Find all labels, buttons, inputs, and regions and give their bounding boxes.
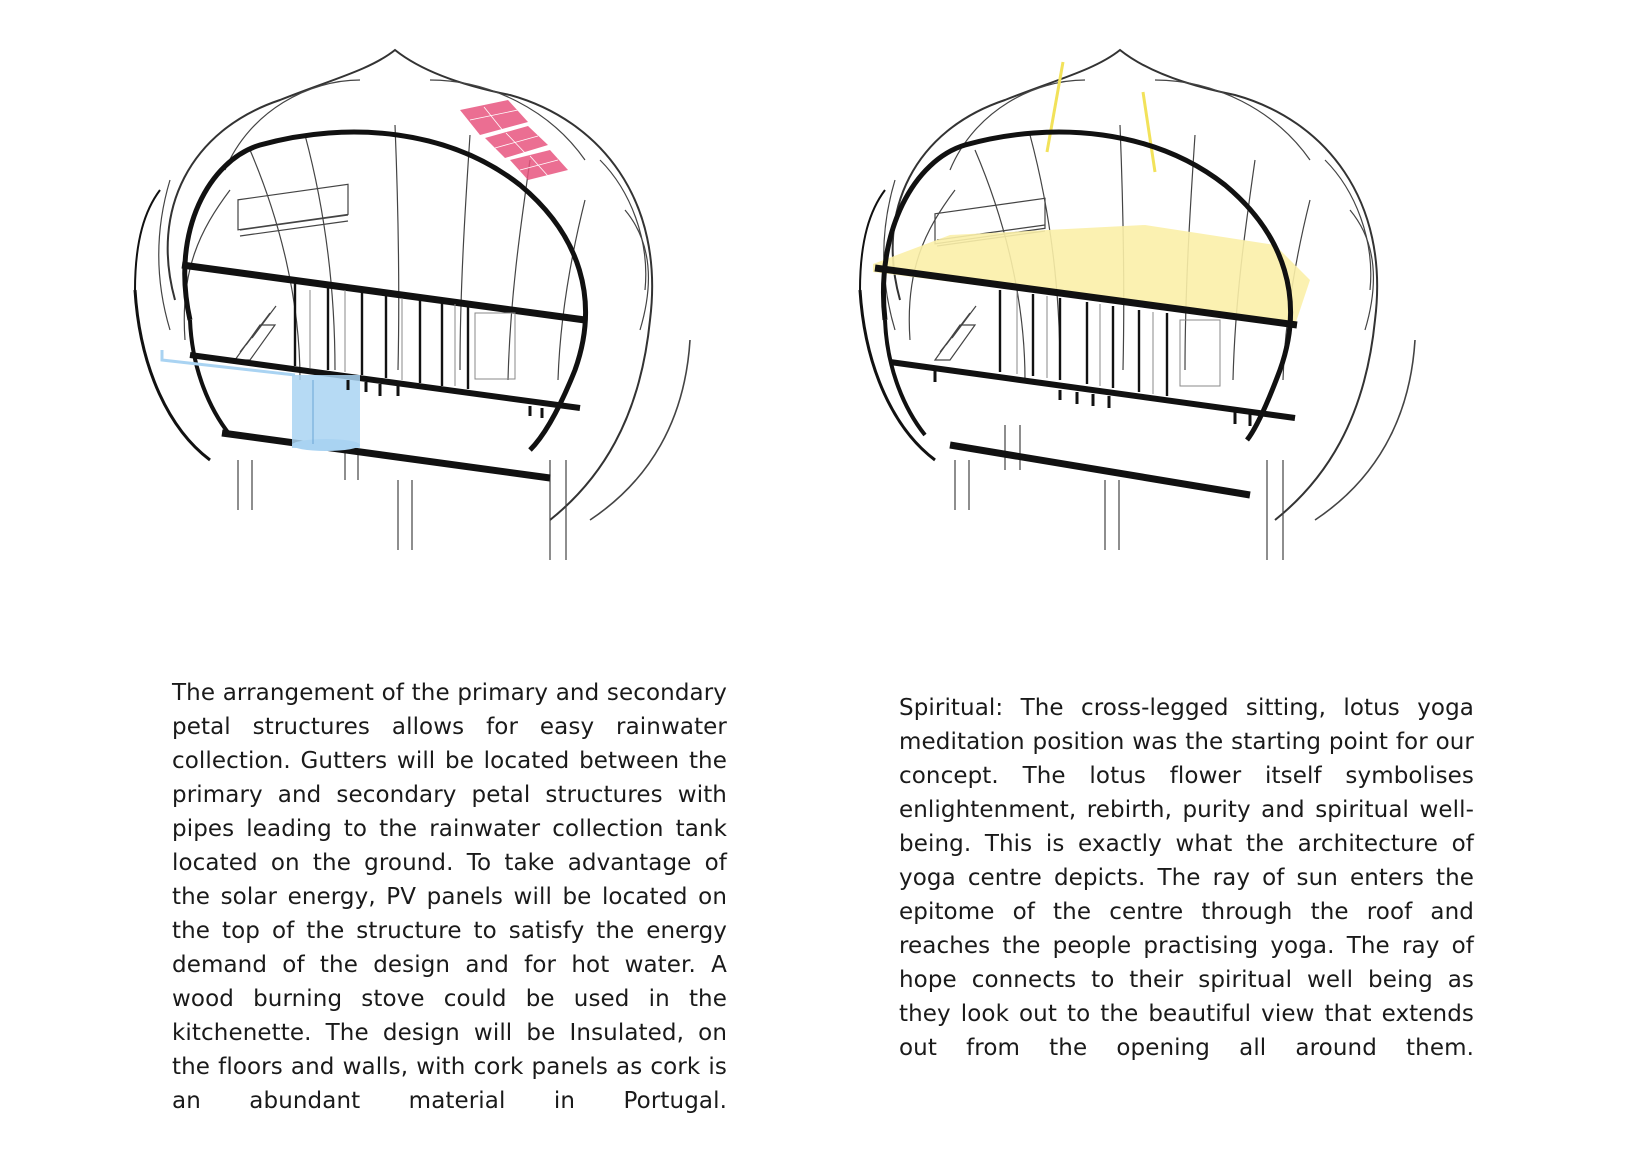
lotus-section-sustainability-diagram xyxy=(130,40,710,580)
lotus-section-spiritual-diagram xyxy=(855,40,1435,580)
caption-sustainability: The arrangement of the primary and secondary petal structures allows for easy rainwater collection. Gutters will be located between the primary and secondary petal structures with pipes leading to the rainwater collection tank located on the ground. To take advantage of the solar energy, PV panels will be located on the top of the structure to satisfy the energy demand of the design and for hot water. A wood burning stove could be used in the kitchenette. The design will be Insulated, on the floors and walls, with cork panels as cork is an abundant material in Portugal. xyxy=(172,680,727,1114)
caption-spiritual: Spiritual: The cross-legged sitting, lotus yoga meditation position was the starting point for our concept. The lotus flower itself symbolises enlightenment, rebirth, purity and spiritual well-being. This is exactly what the architecture of yoga centre depicts. The ray of sun enters the epitome of the centre through the roof and reaches the people practising yoga. The ray of hope connects to their spiritual well being as they look out to the beautiful view that extends out from the opening all around them. xyxy=(899,695,1474,1061)
